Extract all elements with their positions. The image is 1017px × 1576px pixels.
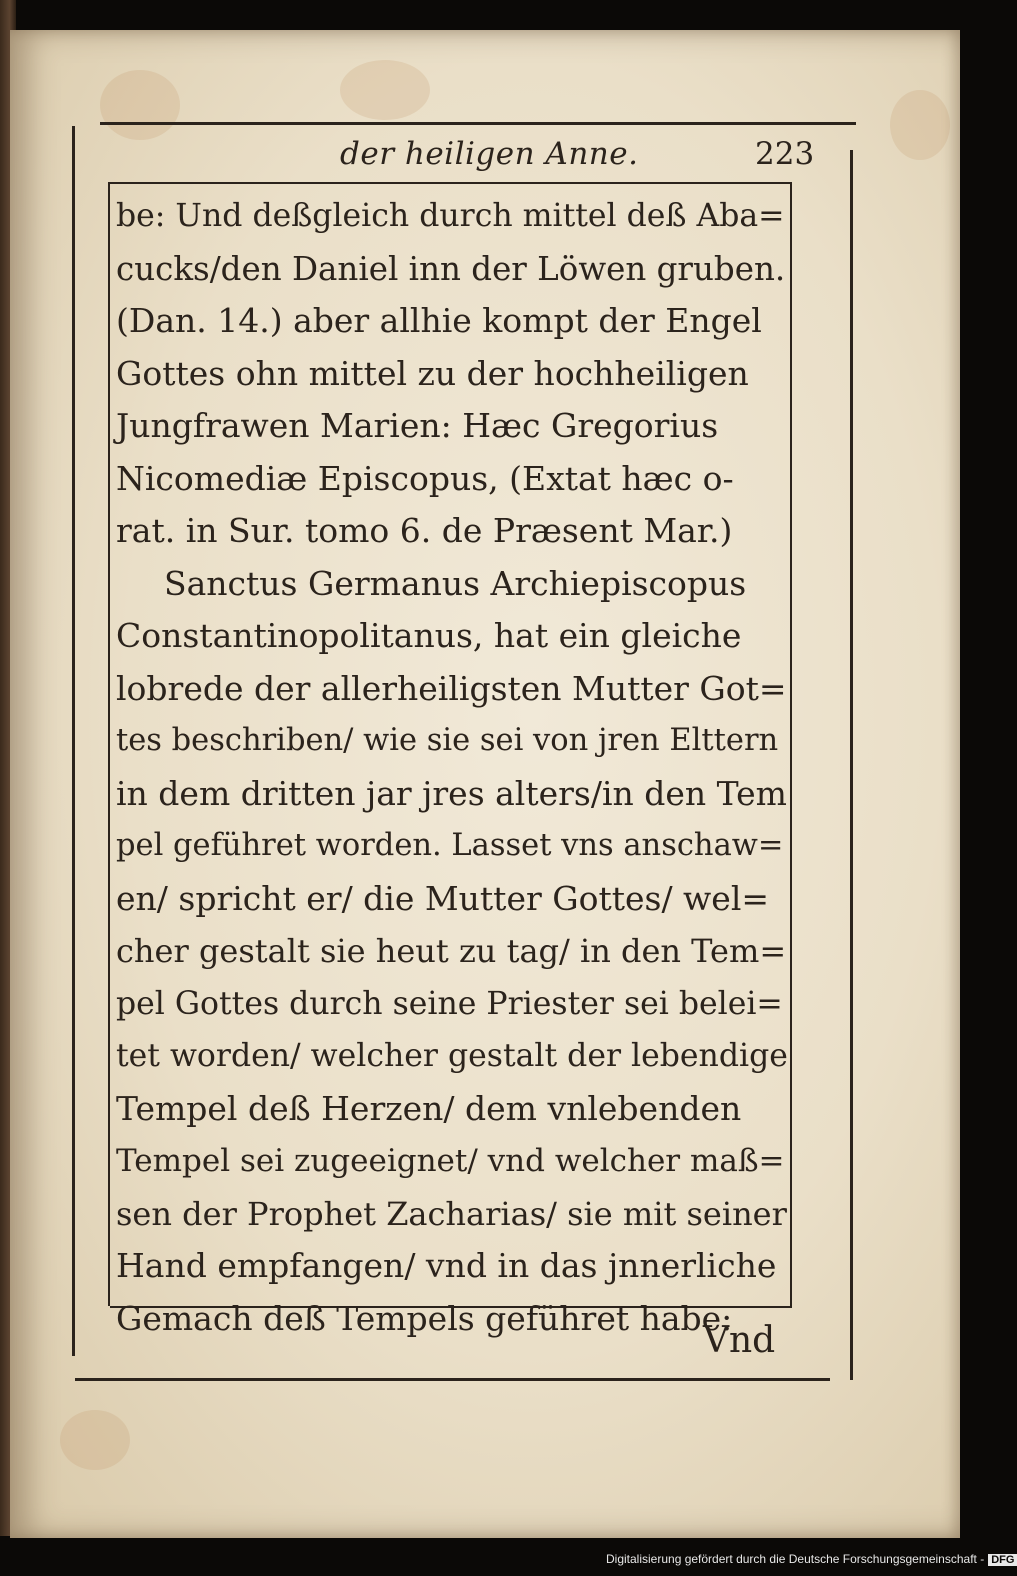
text-line: tet worden/ welcher gestalt der lebendige (116, 1038, 788, 1074)
body-text (116, 190, 788, 1345)
text-line: cucks/den Daniel inn der Löwen gruben. (116, 249, 786, 288)
paragraph-start-line: Sanctus Germanus Archiepiscopus (164, 563, 747, 603)
footer-rule (75, 1378, 830, 1381)
text-line: pel Gottes durch seine Priester sei belei= (116, 985, 783, 1022)
text-line: Gottes ohn mittel zu der hochheiligen (116, 353, 749, 393)
page-number: 223 (755, 136, 815, 172)
text-line: Nicomediæ Episcopus, (Extat hæc o- (116, 458, 734, 498)
text-line: pel geführet worden. Lasset vns anschaw= (116, 828, 784, 863)
text-line: sen der Prophet Zacharias/ sie mit seiner (116, 1194, 787, 1233)
outer-left-rule (72, 126, 75, 1356)
text-line: cher gestalt sie heut zu tag/ in den Tem= (116, 932, 787, 970)
paper-stain (340, 60, 430, 120)
text-line: en/ spricht er/ die Mutter Gottes/ wel= (116, 878, 770, 918)
text-line: (Dan. 14.) aber allhie kompt der Engel (116, 301, 762, 340)
text-line: Gemach deß Tempels geführet habe: (116, 1298, 733, 1338)
dfg-logo: DFG (988, 1554, 1017, 1566)
text-line: lobrede der allerheiligsten Mutter Got= (116, 668, 787, 708)
text-line: rat. in Sur. tomo 6. de Præsent Mar.) (116, 511, 733, 550)
text-line: Tempel sei zugeeignet/ vnd welcher maß= (116, 1143, 785, 1179)
credit-text: Digitalisierung gefördert durch die Deutsche Forschungsgemeinschaft - (606, 1552, 985, 1566)
text-line: in dem dritten jar jres alters/in den Tem (116, 773, 787, 813)
text-line: Jungfrawen Marien: Hæc Gregorius (116, 406, 719, 445)
running-head: der heiligen Anne. (340, 136, 639, 172)
text-line: Hand empfangen/ vnd in das jnnerliche (116, 1246, 777, 1285)
inner-left-rule (108, 182, 110, 1306)
digitization-credit (606, 1552, 1017, 1566)
inner-right-rule (790, 182, 792, 1306)
text-line: tes beschriben/ wie sie sei von jren Elttern (116, 723, 779, 758)
catchword: Vnd (703, 1320, 776, 1361)
paper-stain (890, 90, 950, 160)
header-rule (100, 122, 856, 125)
text-line: be: Und deßgleich durch mittel deß Aba= (116, 198, 785, 234)
text-line: Tempel deß Herzen/ dem vnlebenden (116, 1088, 742, 1128)
outer-right-rule (850, 150, 853, 1380)
text-top-rule (110, 182, 790, 184)
text-line: Constantinopolitanus, hat ein gleiche (116, 616, 742, 655)
paper-stain (100, 70, 180, 140)
paper-stain (60, 1410, 130, 1470)
